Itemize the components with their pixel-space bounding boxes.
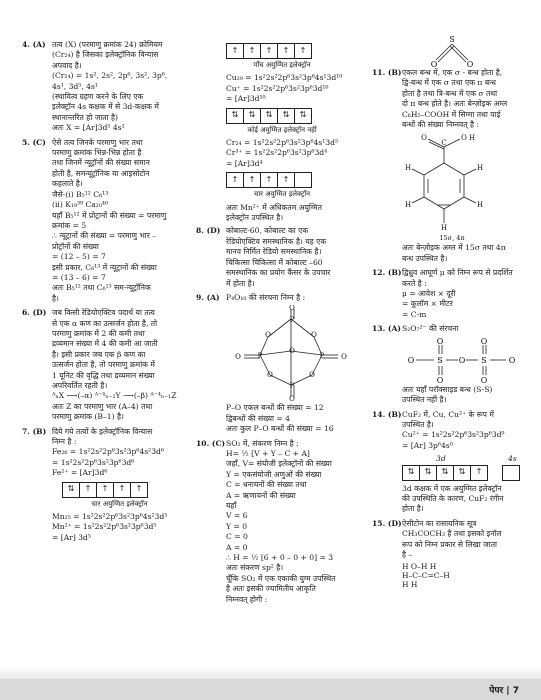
- orbital-box: ⇅: [277, 108, 295, 124]
- column-middle: [196, 40, 368, 609]
- orbital-box: ↑: [226, 43, 244, 59]
- text-line: अतः B₅¹² तथा C₆¹³ सम-न्यूट्रॉनिक: [52, 283, 151, 293]
- text-line: होती है, समन्यूट्रॉनिक या आइसोटोन: [52, 168, 150, 178]
- text-line: बन्धों की संख्या निम्नवत् है :: [402, 120, 479, 130]
- text-line: A = 0: [226, 542, 248, 552]
- text-line: की उपस्थिति के कारण, CuF₂ रंगीन: [402, 493, 504, 503]
- answer-number: 8. (D): [196, 226, 221, 236]
- text-line: रूप को निम्न प्रकार से लिखा जाता: [402, 539, 497, 549]
- s-atom: S: [449, 35, 455, 44]
- text-line: परमाणु क्रमांक भिन्न-भिन्न होता है: [52, 148, 142, 158]
- text-line: रेडियोएक्टिव समस्थानिक है। यह एक: [226, 236, 327, 246]
- h-atom: H: [468, 134, 476, 143]
- orbital-box: ↑: [470, 465, 488, 481]
- orbital-boxes: [226, 172, 368, 188]
- text-line: C = 0: [226, 532, 248, 542]
- p-atom: P: [289, 382, 295, 391]
- orbital-box: ↑: [113, 482, 131, 498]
- o-atom: O: [458, 355, 466, 365]
- unpaired-note: [196, 203, 368, 224]
- orbital-box: ⇅: [419, 465, 437, 481]
- orbital-boxes-3d: [402, 465, 488, 481]
- text-line: बन्ध उपस्थित है।: [402, 253, 448, 263]
- text-line: चूँकि SO₂ में एक एकाकी युग्म उपस्थित: [226, 573, 336, 583]
- orbital-box: [294, 172, 312, 188]
- orbital-box: ↑: [294, 43, 312, 59]
- answer-body: [402, 68, 527, 130]
- orbital-box: ⇅: [436, 465, 454, 481]
- answer-body-continued: [52, 512, 187, 543]
- orbital-box: ⇅: [62, 482, 80, 498]
- h-atom: H: [404, 164, 412, 173]
- text-line: है। इसी प्रकार जब एक β कण का: [52, 349, 146, 359]
- orbital-boxes: [226, 43, 368, 59]
- answer-body: [402, 268, 527, 320]
- label-4s: 4s: [508, 454, 517, 464]
- text-line: Fe²⁺ = [Ar]3d⁶: [52, 468, 108, 478]
- answer-body: [226, 293, 368, 303]
- text-line: = [Ar]3d¹⁰: [226, 94, 266, 104]
- label-3d: 3d: [436, 454, 446, 464]
- text-line: स्थानान्तरित हो जाता है): [52, 112, 119, 122]
- orbital-box: ↑: [79, 482, 97, 498]
- enol-line: H O–H H: [402, 562, 437, 572]
- text-line: क्रमांक = 5: [52, 220, 87, 230]
- answer-body: [52, 427, 187, 479]
- answer-7: [22, 427, 187, 544]
- text-line: निम्नवत् होगी :: [226, 594, 268, 604]
- o-atom: O: [480, 375, 488, 383]
- o-atom: O: [289, 347, 295, 356]
- text-line: जहाँ, V= संयोजी इलेक्ट्रॉनों की संख्या: [226, 459, 332, 469]
- s-atom: S: [437, 355, 443, 365]
- orbital-box: ⇅: [294, 108, 312, 124]
- text-line: Cr₂₄ = 1s²2s²2p⁶3s²3p⁶4s¹3d⁵: [226, 138, 339, 148]
- column-left: [22, 40, 187, 547]
- text-line: CH₃COCH₃ है तथा इसको इनॉल: [402, 529, 502, 539]
- text-line: अतः Z का परमाणु भार (A–4) तथा: [52, 401, 153, 411]
- orbital-caption: पाँच अयुग्मित इलेक्ट्रॉन: [253, 61, 311, 69]
- answer-number: 4. (A): [22, 40, 46, 49]
- footer-label: पेपर: [489, 686, 504, 696]
- text-line: ᴬₙX ⟶(–α) ᴬ⁻⁴ₙ₋₂Y ⟶(–β) ᴬ⁻⁴ₙ₋₁Z: [52, 391, 177, 401]
- orbital-box: ↑: [130, 482, 148, 498]
- o-atom: O: [311, 331, 317, 340]
- so2-structure: [422, 30, 482, 68]
- orbital-caption: चार अयुग्मित इलेक्ट्रॉन: [253, 190, 311, 199]
- answer-number: 7. (B): [22, 426, 47, 436]
- text-line: अतः Mn²⁺ में अधिकतम अयुग्मित: [226, 202, 322, 212]
- config-cu: [196, 73, 368, 104]
- h-atom: H: [404, 201, 412, 210]
- answer-body-continued: [226, 403, 368, 434]
- h-atom: H: [440, 224, 448, 233]
- text-line: प्रोट्रॉनों की संख्या: [52, 241, 99, 251]
- text-line: = 1s²2s²2p⁶3s²3p⁶3d⁶: [52, 457, 135, 467]
- text-line: तथा जिनमें न्यूट्रॉनों की संख्या समान: [52, 158, 150, 168]
- orbital-boxes: [62, 482, 187, 498]
- answer-14: [372, 410, 527, 515]
- text-line: मानव निर्मित रेडियो समस्थानिक है।: [226, 247, 322, 257]
- text-line: कहलाते है।: [52, 179, 83, 189]
- o-atom: O: [265, 331, 271, 340]
- text-line: निम्न है :: [52, 437, 77, 447]
- text-line: = [Ar] 3p⁶4s⁰: [402, 440, 453, 450]
- text-line: ऐसीटोन का रासायनिक सूत्र: [402, 518, 477, 528]
- o-atom: O: [289, 395, 295, 402]
- orbital-box: ⇅: [243, 108, 261, 124]
- text-line: है –: [402, 549, 413, 559]
- text-line: CuF₂ में, Cu, Cu²⁺ के रूप में: [402, 409, 494, 419]
- text-line: C₆H₅–COOH में सिग्मा तथा पाई: [402, 109, 501, 119]
- text-line: दो π बन्ध होते है। अतः बेन्ज़ोइक अम्ल: [402, 99, 508, 109]
- enol-structure: [402, 562, 527, 589]
- text-line: उपस्थित नहीं है।: [402, 395, 447, 405]
- answer-number: 9. (A): [196, 292, 220, 302]
- h-atom: H: [476, 201, 484, 210]
- answer-number: 13. (A): [372, 324, 401, 334]
- text-line: अतः बेन्ज़ोइक अम्ल में 15σ तथा 4π: [402, 243, 506, 253]
- answer-6: [22, 308, 187, 422]
- text-line: अतः X = [Ar]3d⁵ 4s¹: [52, 123, 125, 133]
- orbital-box: ↑: [243, 43, 261, 59]
- text-line: उत्सर्जन होता है, तो परमाणु क्रमांक में: [52, 360, 155, 370]
- text-line: उपस्थित है।: [402, 419, 434, 429]
- answer-body: [402, 519, 527, 561]
- p-atom: P: [289, 316, 295, 325]
- text-line: है।: [52, 293, 59, 303]
- answer-13: [372, 324, 527, 405]
- text-line: ∴ H = ½ [6 + 0 – 0 + 0] = 3: [226, 553, 334, 562]
- orbital-row: [402, 465, 527, 481]
- column-right: [372, 30, 527, 593]
- text-line: कोबाल्ट-60, कोबाल्ट का एक: [226, 226, 309, 236]
- orbital-caption: कोई अयुग्मित इलेक्ट्रॉन नहीं: [247, 125, 317, 134]
- text-line: = [Ar]3d⁴: [226, 158, 263, 168]
- text-line: अतः संकरण sp² है।: [226, 563, 284, 573]
- answer-body-continued: [402, 385, 527, 406]
- c-atom: C: [441, 139, 447, 148]
- answer-body-continued: [402, 243, 527, 264]
- text-line: V = 6: [226, 511, 248, 521]
- text-line: = (12 – 5) = 7: [52, 252, 106, 262]
- answer-10: [196, 439, 368, 606]
- answer-number: 6. (D): [22, 308, 47, 318]
- text-line: ऐसे तत्व जिनके परमाणु भार तथा: [52, 137, 143, 147]
- text-line: Cu₂₉ = 1s²2s²2p⁶3s²3p⁶4s¹3d¹⁰: [226, 73, 343, 83]
- text-line: यहाँ B₅¹² में प्रोट्रानों की संख्या = परमाणु: [52, 210, 167, 220]
- benzoic-acid-structure: [402, 133, 502, 243]
- orbital-box: ⇅: [402, 465, 420, 481]
- text-line: C = धनायनों की संख्या तथा: [226, 480, 307, 490]
- orbital-box: ↑: [277, 43, 295, 59]
- text-line: द्विध्रुव आघूर्ण μ को निम्न रूप से प्रदर्शित: [402, 268, 513, 278]
- text-line: Fe₂₆ = 1s²2s²2p⁶3s²3p⁶4s²3d⁶: [52, 447, 164, 457]
- text-line: (Cr₂₄) है जिसका इलेक्ट्रॉनिक विन्यास: [52, 50, 159, 60]
- p-atom: P: [257, 352, 263, 361]
- text-line: इलेक्ट्रॉन उपस्थित है।: [226, 213, 284, 223]
- orbital-box: ↑: [243, 172, 261, 188]
- text-line: चिकित्सा चिकित्सा में कोबाल्ट –60: [226, 257, 323, 267]
- text-line: यहाँ: [226, 500, 237, 510]
- h-atom: H: [476, 164, 484, 173]
- answer-number: 14. (B): [372, 409, 402, 419]
- answer-15: [372, 519, 527, 590]
- text-line: इसी प्रकार, C₆¹³ में न्यूट्रानों की संख्या: [52, 262, 157, 272]
- text-line: Cr³⁺ = 1s²2s²2p⁶3s²3p⁶3d⁴: [226, 148, 328, 158]
- p-atom: P: [319, 352, 325, 361]
- text-line: = C-m: [402, 309, 427, 319]
- text-line: इलेक्ट्रॉन 4s कक्षक में से 3d-कक्षक में: [52, 102, 159, 112]
- text-line: μ = आवेश × दूरी: [402, 289, 456, 299]
- text-line: = (13 – 6) = 7: [52, 272, 106, 282]
- orbital-labels: [402, 454, 527, 464]
- text-line: अपवाद है।: [52, 60, 82, 70]
- text-line: होता है तथा त्रि-बन्ध में एक σ तथा: [402, 88, 498, 98]
- o-atom: O: [436, 375, 444, 383]
- text-line: एकल बन्ध में, एक σ - बन्ध होता है,: [402, 68, 503, 77]
- text-line: जैसे-(i) B₅¹² C₆¹³: [52, 189, 109, 199]
- text-line: Y = 0: [226, 521, 248, 531]
- answer-8: [196, 226, 368, 288]
- answer-number: 10. (C): [196, 438, 226, 448]
- text-line: अपरिवर्तित रहती है।: [52, 381, 108, 390]
- answer-body-continued: [402, 484, 527, 515]
- text-line: H= ½ [V + Y – C + A]: [226, 448, 310, 458]
- s-atom: S: [481, 355, 487, 365]
- text-line: द्वि-बन्ध में एक σ तथा एक π बन्ध: [402, 78, 496, 88]
- text-line: Cu²⁺ = 1s²2s²2p⁶3s²3p⁶3d⁹: [402, 430, 505, 440]
- text-line: 1 यूनिट की वृद्धि तथा द्रव्यमान संख्या: [52, 370, 155, 380]
- p4o10-structure: [226, 305, 356, 401]
- o-atom: O: [341, 353, 347, 362]
- orbital-box: ↑: [226, 172, 244, 188]
- o-atom: O: [235, 353, 241, 362]
- answer-number: 15. (D): [372, 518, 402, 528]
- text-line: तत्व (X) (परमाणु क्रमांक 24) क्रोमियम: [52, 40, 163, 49]
- text-line: 4s¹, 3d⁵, 4s¹: [52, 81, 98, 91]
- text-line: Mn²⁺ = 1s²2s²2p⁶3s²3p⁶3d⁵: [52, 522, 157, 532]
- answer-body: [52, 308, 187, 422]
- answer-11: [372, 68, 527, 264]
- text-line: (स्थायित्व ग्रहण करने के लिए एक: [52, 92, 144, 102]
- text-line: ∴ न्यूट्रानों की संख्या = परमाणु भार –: [52, 231, 157, 241]
- page-number: [489, 683, 519, 696]
- o-atom: O: [466, 60, 474, 68]
- answer-body: [402, 324, 527, 334]
- text-line: P₄O₁₀ की संरचना निम्न है :: [226, 292, 306, 302]
- text-line: समस्थानिक का प्रयोग कैंसर के उपचार: [226, 268, 331, 278]
- enol-line: H H: [402, 580, 418, 590]
- text-line: = [Ar] 3d⁵: [52, 532, 91, 542]
- text-line: Y = एकसंयोजी अणुओं की संख्या: [226, 469, 322, 479]
- footer-page: 7: [512, 686, 519, 696]
- orbital-box-4s: [502, 465, 520, 481]
- o-atom: O: [461, 134, 467, 143]
- o-atom: O: [289, 305, 295, 313]
- text-line: द्विबन्धों की संख्या = 4: [226, 413, 291, 423]
- answer-9: [196, 293, 368, 435]
- orbital-box: ↑: [96, 482, 114, 498]
- answer-12: [372, 268, 527, 320]
- text-line: होता है।: [402, 504, 424, 514]
- o-atom: O: [407, 355, 415, 365]
- orbital-boxes: [226, 108, 368, 124]
- orbital-box: ↑: [277, 172, 295, 188]
- o-atom: O: [430, 60, 438, 68]
- text-line: जब किसी रेडियोएक्टिव पदार्थ या तत्व: [52, 308, 155, 318]
- text-line: SO₂ में, संकरण निम्न है :: [226, 438, 299, 448]
- text-line: अतः यहाँ परॉक्साइड बन्ध (S-S): [402, 384, 493, 394]
- bond-count-label: 15σ, 4π: [439, 234, 465, 243]
- text-line: करते है :: [402, 278, 427, 288]
- orbital-box: ⇅: [453, 465, 471, 481]
- answer-number: 12. (B): [372, 268, 402, 278]
- page-footer: [0, 679, 541, 700]
- footer-separator: |: [506, 686, 510, 696]
- orbital-box: ⇅: [226, 108, 244, 124]
- o-atom: O: [309, 371, 315, 380]
- o-atom: O: [508, 355, 516, 365]
- o-atom: O: [436, 336, 444, 346]
- answer-number: 5. (C): [22, 137, 46, 147]
- answer-5: [22, 138, 187, 305]
- text-line: A = ऋणायनों की संख्या: [226, 490, 296, 500]
- text-line: (ii) K₁₉³⁹ Ca₂₀⁴⁰: [52, 200, 108, 210]
- orbital-box: ↑: [260, 43, 278, 59]
- text-line: द्रव्यमान संख्या में 4 की कमी आ जाती: [52, 339, 158, 349]
- answer-4: [22, 40, 187, 134]
- text-line: से एक α कण का उत्सर्जन होता है, तो: [52, 318, 158, 328]
- text-line: दिये गये तत्वों के इलेक्ट्रॉनिक विन्यास: [52, 426, 153, 436]
- text-line: है अतः इसकी ज्यामितीय आकृति: [226, 584, 316, 594]
- answer-body: [402, 410, 527, 452]
- text-line: P–O एकल बन्धों की संख्या = 12: [226, 403, 324, 413]
- text-line: अतः कुल P–O बन्धों की संख्या = 16: [226, 424, 334, 434]
- o-atom: O: [267, 371, 273, 380]
- enol-line: H–C–C=C–H: [402, 571, 450, 581]
- text-line: 3d कक्षक में एक अयुग्मित इलेक्ट्रॉन: [402, 483, 502, 493]
- text-line: = कूलॉम × मीटर: [402, 299, 453, 309]
- o-atom: O: [480, 336, 488, 346]
- text-line: Cu⁺ = 1s²2s²2p⁶3s²3p⁶3d¹⁰: [226, 83, 329, 93]
- o-atom: O: [421, 134, 427, 143]
- orbital-caption: चार अयुग्मित इलेक्ट्रॉन: [91, 499, 148, 508]
- answer-body: [226, 439, 368, 606]
- answer-body: [52, 138, 187, 305]
- text-line: में होता है।: [226, 278, 255, 288]
- text-line: S₂O₇²⁻ की संरचना: [402, 324, 459, 334]
- text-line: परमाणु क्रमांक में 2 की कमी तथा: [52, 328, 145, 338]
- config-cr: [196, 138, 368, 169]
- s2o7-structure: [402, 337, 522, 383]
- answer-body: [226, 226, 368, 288]
- answer-number: 11. (B): [372, 68, 402, 77]
- answer-body: [52, 40, 187, 134]
- orbital-box: ⇅: [260, 108, 278, 124]
- text-line: परमाणु क्रमांक (B–1) है।: [52, 412, 124, 422]
- text-line: (Cr₂₄) = 1s², 2s², 2p⁶, 3s², 3p⁶,: [52, 71, 168, 81]
- footer-shade: [0, 666, 541, 679]
- orbital-box: ↑: [260, 172, 278, 188]
- text-line: Mn₂₅ = 1s²2s²2p⁶3s²3p⁶4s²3d⁵: [52, 512, 168, 522]
